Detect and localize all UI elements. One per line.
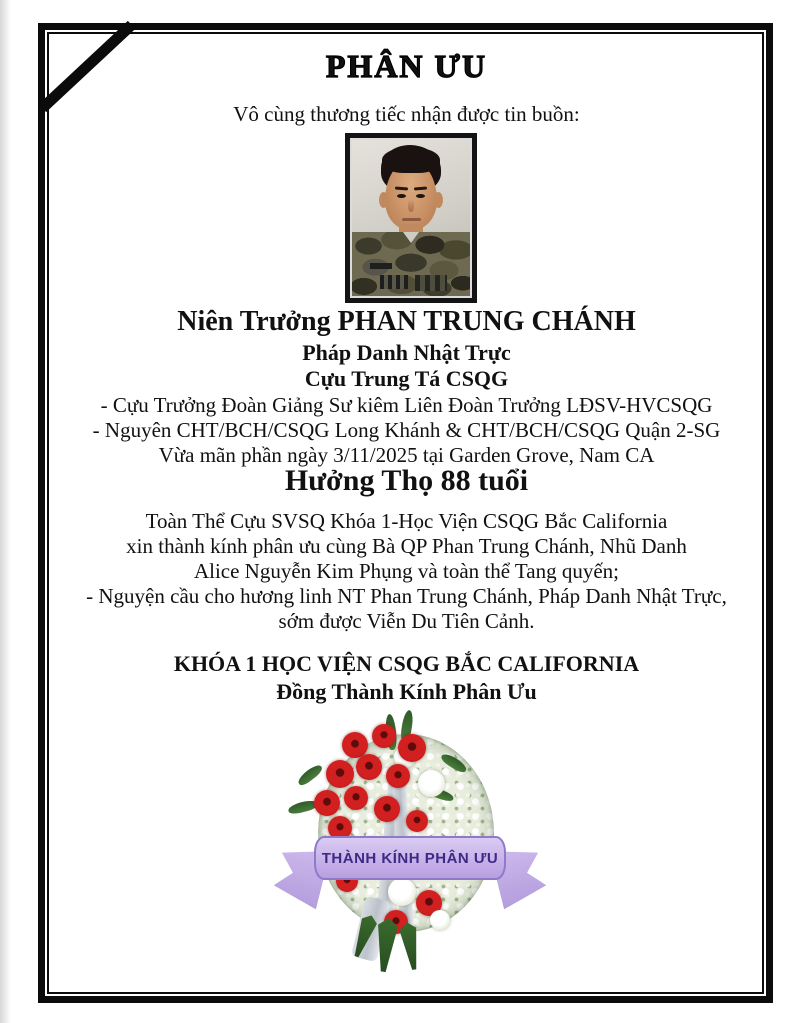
- red-flower: [386, 764, 410, 788]
- portrait-nose: [408, 199, 414, 212]
- red-flower: [406, 810, 428, 832]
- portrait-image: [352, 140, 470, 296]
- white-flower: [418, 770, 445, 797]
- red-flower: [326, 760, 354, 788]
- condolence-line: xin thành kính phân ưu cùng Bà QP Phan Trung Chánh, Nhũ Danh: [126, 534, 687, 558]
- portrait-ear-right: [434, 192, 443, 208]
- wreath-banner-ribbon: [314, 836, 506, 880]
- red-flower: [374, 796, 400, 822]
- condolence-line: sớm được Viễn Du Tiên Cảnh.: [278, 609, 535, 633]
- foliage-sprig: [296, 762, 324, 787]
- portrait-name-tape: [370, 263, 392, 269]
- red-flower: [314, 790, 340, 816]
- portrait-mouth: [402, 218, 421, 221]
- signature-organization: KHÓA 1 HỌC VIỆN CSQG BẮC CALIFORNIA: [173, 651, 640, 676]
- page-title: PHÂN ƯU: [325, 48, 488, 84]
- red-flower: [372, 724, 396, 748]
- condolence-paragraph: [60, 509, 753, 634]
- red-flower: [344, 786, 368, 810]
- red-flower: [398, 734, 426, 762]
- portrait-eye-left: [397, 194, 406, 198]
- position-line-1: - Cựu Trưởng Đoàn Giảng Sư kiêm Liên Đoàn Trưởng LĐSV-HVCSQG: [100, 393, 713, 417]
- white-flower: [430, 910, 450, 930]
- portrait-eye-right: [416, 194, 425, 198]
- white-flower: [388, 878, 416, 906]
- position-line-2: - Nguyên CHT/BCH/CSQG Long Khánh & CHT/BCH/CSQG Quận 2-SG: [92, 418, 721, 442]
- wreath-banner-text: THÀNH KÍNH PHÂN ƯU: [321, 849, 499, 867]
- red-flower: [356, 754, 382, 780]
- portrait-chest-ribbons: [380, 275, 408, 289]
- portrait-ear-left: [379, 192, 388, 208]
- portrait-photo: [345, 133, 477, 303]
- condolence-line: - Nguyện cầu cho hương linh NT Phan Trung Chánh, Pháp Danh Nhật Trực,: [86, 584, 727, 608]
- deceased-name: Niên Trưởng PHAN TRUNG CHÁNH: [177, 306, 636, 337]
- funeral-wreath: [290, 720, 530, 976]
- scan-edge: [0, 0, 11, 1023]
- dharma-name: Pháp Danh Nhật Trực: [302, 340, 511, 365]
- passing-line: Vừa mãn phần ngày 3/11/2025 tại Garden Grove, Nam CA: [158, 443, 655, 467]
- portrait-chest-badges: [415, 275, 447, 291]
- signature-closing: Đồng Thành Kính Phân Ưu: [276, 679, 537, 704]
- condolence-line: Toàn Thể Cựu SVSQ Khóa 1-Học Viện CSQG Bắc California: [145, 509, 668, 533]
- deceased-rank: Cựu Trung Tá CSQG: [304, 366, 509, 391]
- intro-line: Vô cùng thương tiếc nhận được tin buồn:: [233, 102, 580, 126]
- condolence-line: Alice Nguyễn Kim Phụng và toàn thể Tang quyến;: [193, 559, 620, 583]
- portrait-hairline: [382, 147, 440, 173]
- age-line: Hưởng Thọ 88 tuổi: [284, 464, 529, 497]
